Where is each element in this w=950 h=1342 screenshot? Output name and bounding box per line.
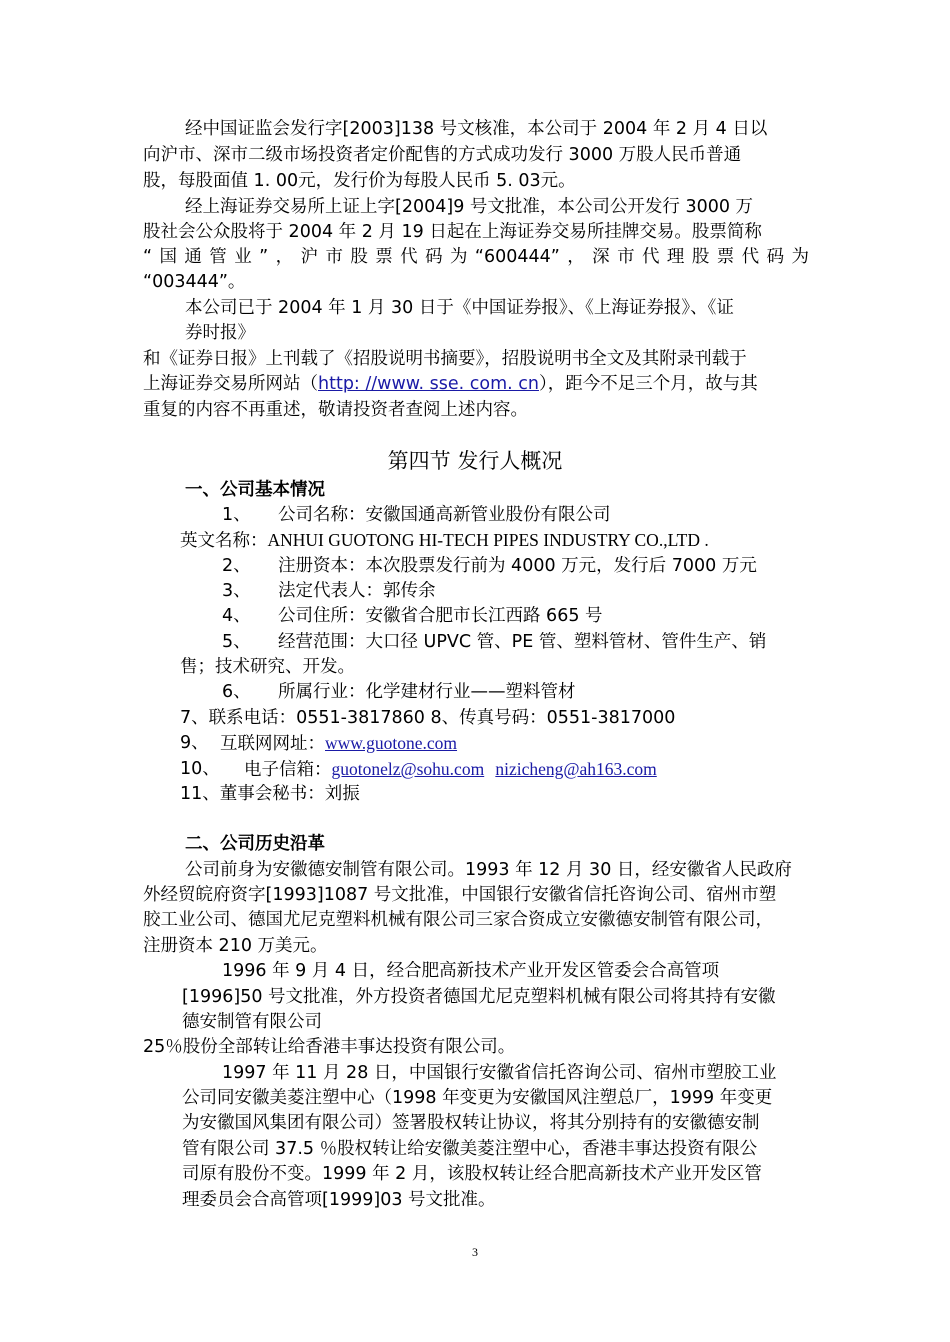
para3-line5: 重复的内容不再重述，敬请投资者查阅上述内容。 [143, 400, 528, 420]
item3-number: 3、 [222, 581, 251, 601]
page-number: 3 [472, 1245, 478, 1259]
para2-line1: 经上海证券交易所上证上字[2004]9 号文批准，本公司公开发行 3000 万 [185, 197, 754, 217]
item1-company-name: 公司名称：安徽国通高新管业股份有限公司 [278, 505, 611, 525]
history-heading: 二、公司历史沿革 [185, 834, 325, 854]
item11-board-secretary: 11、董事会秘书：刘振 [180, 784, 360, 804]
para3-line2: 券时报》 [185, 323, 255, 343]
para3-line1: 本公司已于 2004 年 1 月 30 日于《中国证券报》、《上海证券报》、《证 [185, 298, 734, 318]
item1-number: 1、 [222, 505, 251, 525]
history-para1-line1: 公司前身为安徽德安制管有限公司。1993 年 12 月 30 日，经安徽省人民政府 [185, 860, 792, 880]
item2-registered-capital: 注册资本：本次股票发行前为 4000 万元，发行后 7000 万元 [278, 556, 757, 576]
item4-number: 4、 [222, 606, 251, 626]
company-website-link[interactable]: www.guotone.com [325, 733, 458, 753]
item10-number: 10、 [180, 759, 220, 779]
history-para3-line2: 公司同安徽美菱注塑中心（1998 年变更为安徽国风注塑总厂，1999 年变更 [182, 1088, 773, 1108]
email-link-guotonelz[interactable]: guotonelz@sohu.com [331, 759, 485, 779]
history-para2-line4: 25％股份全部转让给香港丰事达投资有限公司。 [143, 1037, 516, 1057]
para2-line3: “国通管业”，沪市股票代码为“600444”，深市代理股票代码为 [143, 247, 809, 267]
section-title: 第四节 发行人概况 [387, 449, 563, 473]
para2-line4: “003444”。 [143, 272, 246, 292]
history-para1-line3: 胶工业公司、德国尤尼克塑料机械有限公司三家合资成立安徽德安制管有限公司， [143, 910, 773, 930]
para3-line4-start: 上海证券交易所网站（ [143, 374, 318, 394]
email-link-nizicheng[interactable]: nizicheng@ah163.com [495, 759, 657, 779]
para3-line4-end: ），距今不足三个月，故与其 [538, 374, 758, 394]
item3-legal-representative: 法定代表人：郭传余 [278, 581, 436, 601]
sse-website-link[interactable]: http: //www. sse. com. cn [318, 374, 539, 394]
para2-line2: 股社会公众股将于 2004 年 2 月 19 日起在上海证券交易所挂牌交易。股票简称 [143, 222, 762, 242]
history-para2-line3: 德安制管有限公司 [182, 1012, 322, 1032]
item9-website-label: 互联网网址： [220, 734, 325, 754]
history-para1-line2: 外经贸皖府资字[1993]1087 号文批准，中国银行安徽省信托咨询公司、宿州市塑 [143, 885, 777, 905]
history-para3-line3: 为安徽国风集团有限公司）签署股权转让协议，将其分别持有的安徽德安制 [182, 1113, 760, 1133]
english-name-label: 英文名称： [180, 531, 268, 551]
item9-website-row [220, 731, 457, 756]
para1-line1: 经中国证监会发行字[2003]138 号文核准，本公司于 2004 年 2 月 4 日以 [185, 119, 768, 139]
history-para1-line4: 注册资本 210 万美元。 [143, 936, 328, 956]
item10-email-label: 电子信箱： [244, 760, 332, 780]
history-para3-line4: 管有限公司 37.5 ％股权转让给安徽美菱注塑中心，香港丰事达投资有限公 [182, 1139, 758, 1159]
para3-line3: 和《证券日报》上刊载了《招股说明书摘要》，招股说明书全文及其附录刊载于 [143, 349, 747, 369]
item5-business-scope: 经营范围：大口径 UPVC 管、PE 管、塑料管材、管件生产、销 [278, 632, 767, 652]
item10-email-row [244, 757, 657, 782]
english-name-row [180, 528, 709, 553]
english-name-value: ANHUI GUOTONG HI-TECH PIPES INDUSTRY CO.,LTD . [267, 530, 709, 550]
basic-info-heading: 一、公司基本情况 [185, 480, 325, 500]
item2-number: 2、 [222, 556, 251, 576]
para3-line4 [143, 372, 758, 396]
para1-line2: 向沪市、深市二级市场投资者定价配售的方式成功发行 3000 万股人民币普通 [143, 145, 742, 165]
history-para3-line5: 司原有股份不变。1999 年 2 月，该股权转让经合肥高新技术产业开发区管 [182, 1164, 762, 1184]
item7-8-phone-fax: 7、联系电话：0551-3817860 8、传真号码：0551-3817000 [180, 708, 676, 728]
item4-address: 公司住所：安徽省合肥市长江西路 665 号 [278, 606, 603, 626]
item9-number: 9、 [180, 733, 209, 753]
history-para3-line6: 理委员会合高管项[1999]03 号文批准。 [182, 1190, 496, 1210]
para1-line3: 股，每股面值 1. 00元，发行价为每股人民币 5. 03元。 [143, 171, 576, 191]
history-para3-line1: 1997 年 11 月 28 日，中国银行安徽省信托咨询公司、宿州市塑胶工业 [222, 1063, 777, 1083]
item6-number: 6、 [222, 682, 251, 702]
history-para2-line2: [1996]50 号文批准，外方投资者德国尤尼克塑料机械有限公司将其持有安徽 [182, 987, 776, 1007]
item5-number: 5、 [222, 632, 251, 652]
item5-business-scope-cont: 售；技术研究、开发。 [180, 657, 355, 677]
item6-industry: 所属行业：化学建材行业——塑料管材 [278, 682, 576, 702]
history-para2-line1: 1996 年 9 月 4 日，经合肥高新技术产业开发区管委会合高管项 [222, 961, 720, 981]
